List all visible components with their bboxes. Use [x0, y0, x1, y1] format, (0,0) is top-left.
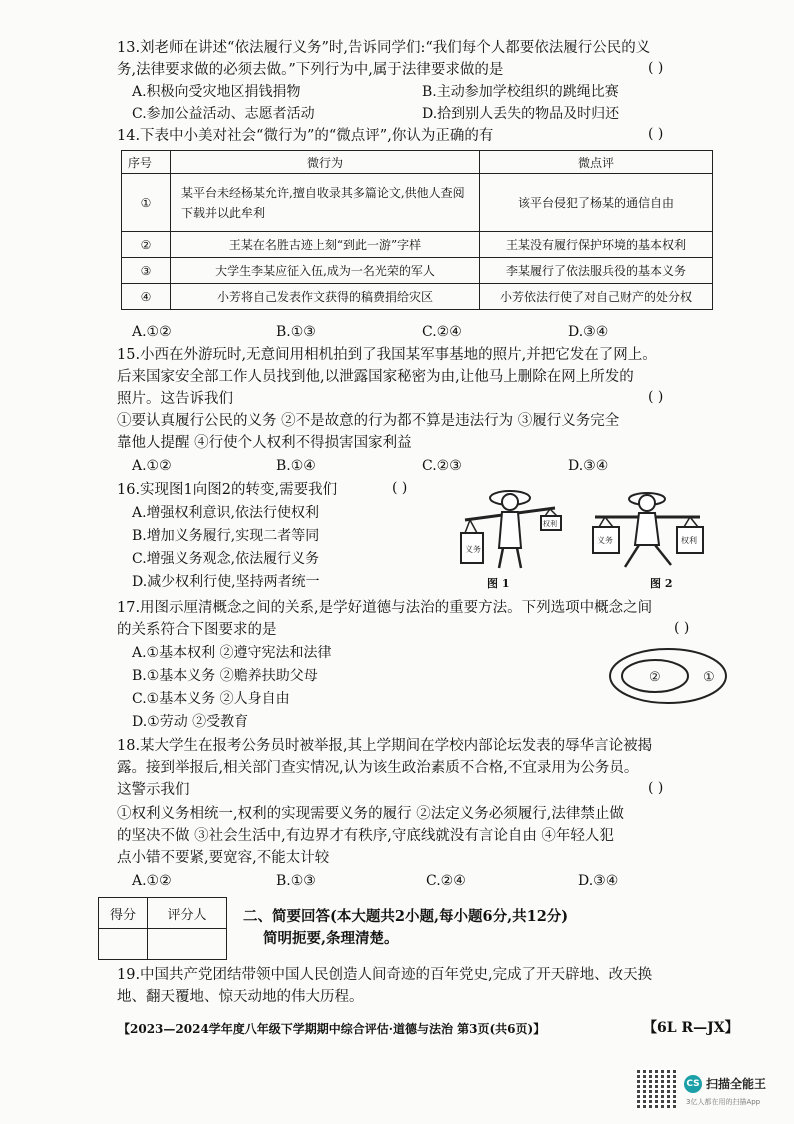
q13-option-c: C.参加公益活动、志愿者活动	[132, 106, 315, 122]
q15-option-c: C.②③	[422, 458, 462, 474]
q15-line3: 照片。这告诉我们	[117, 391, 233, 407]
q14-row3-comment: 李某履行了依法服兵役的基本义务	[480, 258, 713, 284]
q14-row2-act: 王某在名胜古迹上刻“到此一游”字样	[171, 232, 480, 258]
grader-cell[interactable]	[148, 929, 227, 960]
q14-option-c: C.②④	[422, 324, 462, 340]
q14-row3-act: 大学生李某应征入伍,成为一名光荣的军人	[171, 258, 480, 284]
q18-option-a: A.①②	[132, 873, 172, 889]
figure1-caption: 图 1	[487, 577, 510, 590]
q16-option-b: B.增加义务履行,实现二者等同	[132, 528, 320, 544]
page-footer: 【2023—2024学年度八年级下学期期中综合评估·道德与法治 第3页(共6页)】	[118, 1022, 546, 1036]
q18-option-d: D.③④	[578, 873, 619, 889]
q14-row1-no: ①	[122, 174, 171, 232]
q19-line1: 19.中国共产党团结带领中国人民创造人间奇迹的百年党史,完成了开天辟地、改天换	[117, 967, 653, 983]
score-header: 得分	[99, 898, 148, 929]
q15-option-a: A.①②	[132, 458, 172, 474]
q13-option-b: B.主动参加学校组织的跳绳比赛	[422, 84, 619, 100]
q16-option-d: D.减少权利行使,坚持两者统一	[132, 574, 320, 590]
q14-row4-act: 小芳将自己发表作文获得的稿费捐给灾区	[171, 284, 480, 310]
section2-title: 二、简要回答(本大题共2小题,每小题6分,共12分)	[243, 908, 569, 925]
grader-header: 评分人	[148, 898, 227, 929]
fig1-left-bucket-label: 义务	[465, 545, 481, 554]
qr-code	[637, 1068, 677, 1108]
q14-row1-comment: 该平台侵犯了杨某的通信自由	[480, 174, 713, 232]
camscanner-name: 扫描全能王	[706, 1077, 767, 1091]
q14-option-a: A.①②	[132, 324, 172, 340]
q15-line2: 后来国家安全部工作人员找到他,以泄露国家秘密为由,让他马上删除在网上所发的	[117, 369, 634, 385]
score-cell[interactable]	[99, 929, 148, 960]
q14-option-b: B.①③	[276, 324, 316, 340]
q13-option-d: D.拾到别人丢失的物品及时归还	[422, 106, 620, 122]
q13-line1: 13.刘老师在讲述“依法履行义务”时,告诉同学们:“我们每个人都要依法履行公民的义	[117, 40, 651, 56]
q17-option-b: B.①基本义务 ②赡养扶助父母	[132, 668, 318, 684]
q14-row2-no: ②	[122, 232, 171, 258]
q17-answer-paren: ( )	[674, 620, 690, 636]
q15-line1: 15.小西在外游玩时,无意间用相机拍到了我国某军事基地的照片,并把它发在了网上。	[117, 347, 657, 363]
exam-code-tag: 【6L R—JX】	[643, 1020, 739, 1036]
fig2-left-bucket-label: 义务	[597, 536, 613, 545]
diagram-outer-label: ①	[703, 670, 715, 685]
q18-line5: 的坚决不做 ③社会生活中,有边界才有秩序,守底线就没有言论自由 ④年轻人犯	[117, 828, 614, 844]
camscanner-slogan: 3亿人都在用的扫描App	[686, 1098, 761, 1106]
q19-line2: 地、翻天覆地、惊天动地的伟大历程。	[117, 989, 364, 1005]
diagram-inner-label: ②	[649, 670, 661, 685]
q18-option-b: B.①③	[276, 873, 316, 889]
q15-option-d: D.③④	[568, 458, 609, 474]
q14-header-act: 微行为	[171, 151, 480, 174]
q16-line1: 16.实现图1向图2的转变,需要我们	[117, 482, 338, 498]
q18-line1: 18.某大学生在报考公务员时被举报,其上学期间在学校内部论坛发表的辱华言论被揭	[117, 738, 653, 754]
q15-line5: 靠他人提醒 ④行使个人权利不得损害国家利益	[117, 435, 412, 451]
q15-answer-paren: ( )	[648, 389, 664, 405]
q13-option-a: A.积极向受灾地区捐钱捐物	[132, 84, 301, 100]
q14-option-d: D.③④	[568, 324, 609, 340]
fig1-right-bucket-label: 权利	[543, 520, 557, 528]
q18-option-c: C.②④	[426, 873, 466, 889]
figure2-illustration	[585, 485, 710, 575]
q13-answer-paren: ( )	[648, 60, 664, 76]
figure1-illustration	[455, 478, 565, 574]
q17-line2: 的关系符合下图要求的是	[117, 622, 277, 638]
q15-line4: ①要认真履行公民的义务 ②不是故意的行为都不算是违法行为 ③履行义务完全	[117, 413, 620, 429]
section2-heading	[243, 906, 568, 950]
q16-option-a: A.增强权利意识,依法行使权利	[132, 505, 320, 521]
q16-answer-paren: ( )	[392, 480, 408, 496]
q17-option-d: D.①劳动 ②受教育	[132, 714, 249, 730]
q14-row1-act: 某平台未经杨某允许,擅自收录其多篇论文,供他人查阅下载并以此牟利	[171, 174, 480, 232]
q17-line1: 17.用图示厘清概念之间的关系,是学好道德与法治的重要方法。下列选项中概念之间	[117, 600, 653, 616]
q14-answer-paren: ( )	[648, 126, 664, 142]
q17-option-a: A.①基本权利 ②遵守宪法和法律	[132, 645, 332, 661]
q18-line6: 点小错不要紧,要宽容,不能太计较	[117, 850, 330, 866]
q14-table	[121, 150, 713, 310]
q18-answer-paren: ( )	[648, 780, 664, 796]
q13-line2: 务,法律要求做的必须去做。”下列行为中,属于法律要求做的是	[117, 62, 504, 78]
q14-row2-comment: 王某没有履行保护环境的基本权利	[480, 232, 713, 258]
concept-diagram	[605, 645, 735, 707]
q18-line4: ①权利义务相统一,权利的实现需要义务的履行 ②法定义务必须履行,法律禁止做	[117, 806, 624, 822]
fig2-right-bucket-label: 权利	[681, 536, 697, 545]
q17-option-c: C.①基本义务 ②人身自由	[132, 691, 290, 707]
q14-line1: 14.下表中小美对社会“微行为”的“微点评”,你认为正确的有	[117, 128, 494, 144]
score-table	[98, 897, 227, 960]
q14-row3-no: ③	[122, 258, 171, 284]
q14-header-comment: 微点评	[480, 151, 713, 174]
section2-subtitle: 简明扼要,条理清楚。	[263, 930, 399, 947]
q15-option-b: B.①④	[276, 458, 316, 474]
q14-row4-comment: 小芳依法行使了对自己财产的处分权	[480, 284, 713, 310]
q18-line3: 这警示我们	[117, 782, 190, 798]
q14-row4-no: ④	[122, 284, 171, 310]
q18-line2: 露。接到举报后,相关部门查实情况,认为该生政治素质不合格,不宜录用为公务员。	[117, 760, 639, 776]
q14-header-no: 序号	[122, 151, 171, 174]
figure2-caption: 图 2	[650, 577, 673, 590]
camscanner-logo-icon: CS	[684, 1075, 702, 1093]
q16-option-c: C.增强义务观念,依法履行义务	[132, 551, 320, 567]
